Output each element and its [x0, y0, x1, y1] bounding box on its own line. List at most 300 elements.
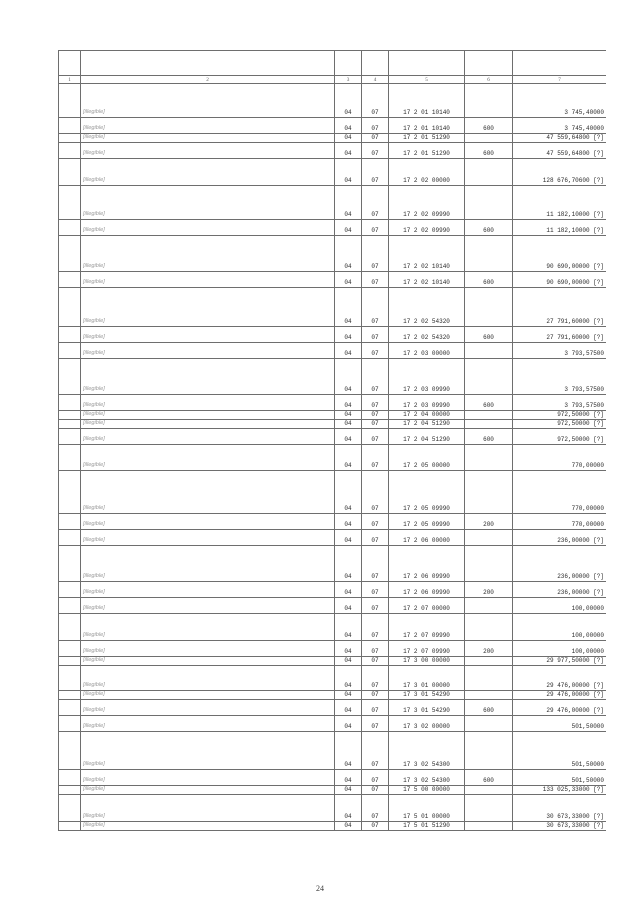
row-number-cell: [59, 159, 81, 186]
expense-type-code: [465, 546, 513, 582]
amount-cell: 3 793,57500: [513, 359, 607, 395]
expense-type-code: [465, 657, 513, 666]
amount-cell: 236,00000 [?]: [513, 530, 607, 546]
expense-type-code: 600: [465, 118, 513, 134]
column-header: [81, 51, 335, 76]
subsection-code: 07: [362, 657, 389, 666]
section-code: 04: [335, 691, 362, 700]
table-row: [59, 288, 607, 327]
target-article-code: 17 2 05 09990: [389, 471, 465, 514]
table-row: [59, 327, 607, 343]
amount-cell: 11 182,10000 [?]: [513, 220, 607, 236]
amount-cell: 770,00000: [513, 514, 607, 530]
section-code: 04: [335, 666, 362, 691]
target-article-code: 17 2 03 09990: [389, 395, 465, 411]
amount-cell: 27 791,60000 [?]: [513, 327, 607, 343]
subsection-code: 07: [362, 471, 389, 514]
row-number-cell: [59, 666, 81, 691]
table-row: [59, 159, 607, 186]
subsection-code: 07: [362, 445, 389, 471]
row-number-cell: [59, 716, 81, 732]
row-description: [illegible]: [81, 716, 335, 732]
row-number-cell: [59, 657, 81, 666]
amount-cell: 29 476,00000 [?]: [513, 691, 607, 700]
section-code: 04: [335, 530, 362, 546]
amount-cell: 501,50000: [513, 716, 607, 732]
row-number-cell: [59, 700, 81, 716]
row-description: [illegible]: [81, 598, 335, 614]
row-description: [illegible]: [81, 514, 335, 530]
section-code: 04: [335, 641, 362, 657]
table-row: [59, 614, 607, 641]
column-header: [513, 51, 607, 76]
section-code: 04: [335, 786, 362, 795]
row-description: [illegible]: [81, 84, 335, 118]
subsection-code: 07: [362, 795, 389, 822]
row-description: [illegible]: [81, 288, 335, 327]
section-code: 04: [335, 84, 362, 118]
amount-cell: 29 476,00000 [?]: [513, 700, 607, 716]
row-number-cell: [59, 411, 81, 420]
table-row: [59, 343, 607, 359]
table-row: [59, 641, 607, 657]
expense-type-code: [465, 159, 513, 186]
expense-type-code: [465, 822, 513, 831]
section-code: 04: [335, 546, 362, 582]
expense-type-code: [465, 420, 513, 429]
table-row: [59, 770, 607, 786]
row-description: [illegible]: [81, 134, 335, 143]
row-number-cell: [59, 134, 81, 143]
row-description: [illegible]: [81, 186, 335, 220]
subsection-code: 07: [362, 700, 389, 716]
row-number-cell: [59, 445, 81, 471]
table-row: [59, 795, 607, 822]
table-row: [59, 716, 607, 732]
amount-cell: 100,00000: [513, 598, 607, 614]
row-description: [illegible]: [81, 272, 335, 288]
section-code: 04: [335, 822, 362, 831]
section-code: 04: [335, 359, 362, 395]
row-description: [illegible]: [81, 220, 335, 236]
amount-cell: 972,50000 [?]: [513, 411, 607, 420]
target-article-code: 17 3 02 54300: [389, 732, 465, 770]
section-code: 04: [335, 236, 362, 272]
subsection-code: 07: [362, 220, 389, 236]
section-code: 04: [335, 395, 362, 411]
row-number-cell: [59, 84, 81, 118]
amount-cell: 972,50000 [?]: [513, 429, 607, 445]
table-row: [59, 732, 607, 770]
amount-cell: 128 676,70600 [?]: [513, 159, 607, 186]
subsection-code: 07: [362, 84, 389, 118]
table-row: [59, 186, 607, 220]
amount-cell: 100,00000: [513, 641, 607, 657]
row-number-cell: [59, 395, 81, 411]
row-number-cell: [59, 786, 81, 795]
row-number-cell: [59, 143, 81, 159]
subsection-code: 07: [362, 395, 389, 411]
subsection-code: 07: [362, 343, 389, 359]
target-article-code: 17 2 03 00000: [389, 343, 465, 359]
subsection-code: 07: [362, 186, 389, 220]
expense-type-code: [465, 288, 513, 327]
column-number: 2: [81, 76, 335, 84]
target-article-code: 17 2 02 54320: [389, 327, 465, 343]
column-number: 1: [59, 76, 81, 84]
subsection-code: 07: [362, 327, 389, 343]
subsection-code: 07: [362, 134, 389, 143]
amount-cell: 3 745,40000: [513, 118, 607, 134]
section-code: 04: [335, 411, 362, 420]
row-description: [illegible]: [81, 143, 335, 159]
table-row: [59, 666, 607, 691]
row-number-cell: [59, 359, 81, 395]
table-row: [59, 657, 607, 666]
section-code: 04: [335, 582, 362, 598]
document-sheet: [58, 50, 606, 858]
table-header-row: [59, 51, 607, 76]
expense-type-code: 600: [465, 220, 513, 236]
amount-cell: 3 793,57500: [513, 343, 607, 359]
budget-table: [58, 50, 606, 831]
section-code: 04: [335, 657, 362, 666]
section-code: 04: [335, 186, 362, 220]
table-row: [59, 530, 607, 546]
row-description: [illegible]: [81, 343, 335, 359]
amount-cell: 501,50000: [513, 732, 607, 770]
subsection-code: 07: [362, 822, 389, 831]
column-number: 3: [335, 76, 362, 84]
row-description: [illegible]: [81, 546, 335, 582]
row-description: [illegible]: [81, 732, 335, 770]
subsection-code: 07: [362, 159, 389, 186]
row-description: [illegible]: [81, 657, 335, 666]
row-description: [illegible]: [81, 700, 335, 716]
row-description: [illegible]: [81, 327, 335, 343]
target-article-code: 17 5 01 00000: [389, 795, 465, 822]
table-body: [59, 84, 607, 831]
row-description: [illegible]: [81, 429, 335, 445]
table-row: [59, 359, 607, 395]
target-article-code: 17 2 06 09990: [389, 546, 465, 582]
row-number-cell: [59, 327, 81, 343]
subsection-code: 07: [362, 514, 389, 530]
column-header: [59, 51, 81, 76]
row-description: [illegible]: [81, 445, 335, 471]
row-number-cell: [59, 118, 81, 134]
row-number-cell: [59, 429, 81, 445]
table-row: [59, 236, 607, 272]
row-number-cell: [59, 691, 81, 700]
table-row: [59, 471, 607, 514]
row-number-cell: [59, 420, 81, 429]
target-article-code: 17 2 02 00000: [389, 159, 465, 186]
amount-cell: 27 791,60000 [?]: [513, 288, 607, 327]
subsection-code: 07: [362, 582, 389, 598]
subsection-code: 07: [362, 288, 389, 327]
row-number-cell: [59, 220, 81, 236]
row-description: [illegible]: [81, 614, 335, 641]
table-row: [59, 700, 607, 716]
target-article-code: 17 2 03 09990: [389, 359, 465, 395]
table-row: [59, 395, 607, 411]
amount-cell: 47 559,64800 [?]: [513, 134, 607, 143]
row-description: [illegible]: [81, 822, 335, 831]
section-code: 04: [335, 471, 362, 514]
amount-cell: 236,00000 [?]: [513, 582, 607, 598]
expense-type-code: [465, 471, 513, 514]
row-description: [illegible]: [81, 795, 335, 822]
row-number-cell: [59, 514, 81, 530]
column-header: [389, 51, 465, 76]
expense-type-code: 200: [465, 641, 513, 657]
section-code: 04: [335, 795, 362, 822]
table-row: [59, 84, 607, 118]
row-description: [illegible]: [81, 471, 335, 514]
section-code: 04: [335, 429, 362, 445]
row-number-cell: [59, 186, 81, 220]
amount-cell: 47 559,64800 [?]: [513, 143, 607, 159]
section-code: 04: [335, 716, 362, 732]
row-number-cell: [59, 598, 81, 614]
row-number-cell: [59, 795, 81, 822]
table-row: [59, 420, 607, 429]
table-row: [59, 514, 607, 530]
amount-cell: 972,50000 [?]: [513, 420, 607, 429]
table-row: [59, 134, 607, 143]
section-code: 04: [335, 272, 362, 288]
amount-cell: 11 182,10000 [?]: [513, 186, 607, 220]
column-number-row: [59, 76, 607, 84]
expense-type-code: [465, 445, 513, 471]
expense-type-code: 600: [465, 770, 513, 786]
target-article-code: 17 3 01 54290: [389, 700, 465, 716]
expense-type-code: [465, 236, 513, 272]
target-article-code: 17 3 02 00000: [389, 716, 465, 732]
expense-type-code: [465, 795, 513, 822]
section-code: 04: [335, 343, 362, 359]
expense-type-code: 200: [465, 582, 513, 598]
amount-cell: 29 476,00000 [?]: [513, 666, 607, 691]
row-description: [illegible]: [81, 530, 335, 546]
row-description: [illegible]: [81, 770, 335, 786]
subsection-code: 07: [362, 143, 389, 159]
expense-type-code: 600: [465, 700, 513, 716]
table-row: [59, 445, 607, 471]
column-header: [335, 51, 362, 76]
row-number-cell: [59, 288, 81, 327]
expense-type-code: [465, 343, 513, 359]
subsection-code: 07: [362, 420, 389, 429]
subsection-code: 07: [362, 732, 389, 770]
row-description: [illegible]: [81, 582, 335, 598]
expense-type-code: 200: [465, 514, 513, 530]
expense-type-code: [465, 359, 513, 395]
section-code: 04: [335, 614, 362, 641]
amount-cell: 30 673,33000 [?]: [513, 822, 607, 831]
subsection-code: 07: [362, 118, 389, 134]
row-number-cell: [59, 770, 81, 786]
target-article-code: 17 2 05 09990: [389, 514, 465, 530]
amount-cell: 770,00000: [513, 471, 607, 514]
table-row: [59, 691, 607, 700]
column-number: 4: [362, 76, 389, 84]
row-description: [illegible]: [81, 641, 335, 657]
subsection-code: 07: [362, 546, 389, 582]
target-article-code: 17 2 04 00000: [389, 411, 465, 420]
target-article-code: 17 2 02 10140: [389, 272, 465, 288]
amount-cell: 90 690,00000 [?]: [513, 236, 607, 272]
section-code: 04: [335, 514, 362, 530]
column-header: [362, 51, 389, 76]
target-article-code: 17 2 01 51290: [389, 143, 465, 159]
amount-cell: 133 025,33000 [?]: [513, 786, 607, 795]
row-number-cell: [59, 582, 81, 598]
subsection-code: 07: [362, 530, 389, 546]
page-number: 24: [316, 884, 324, 893]
amount-cell: 30 673,33000 [?]: [513, 795, 607, 822]
amount-cell: 90 690,00000 [?]: [513, 272, 607, 288]
target-article-code: 17 5 00 00000: [389, 786, 465, 795]
row-description: [illegible]: [81, 666, 335, 691]
table-row: [59, 220, 607, 236]
section-code: 04: [335, 700, 362, 716]
column-number: 7: [513, 76, 607, 84]
row-number-cell: [59, 272, 81, 288]
target-article-code: 17 2 01 51290: [389, 134, 465, 143]
subsection-code: 07: [362, 691, 389, 700]
target-article-code: 17 3 01 54290: [389, 691, 465, 700]
expense-type-code: [465, 598, 513, 614]
expense-type-code: [465, 186, 513, 220]
target-article-code: 17 2 01 10140: [389, 118, 465, 134]
row-description: [illegible]: [81, 118, 335, 134]
target-article-code: 17 2 02 09990: [389, 186, 465, 220]
amount-cell: 29 977,50000 [?]: [513, 657, 607, 666]
row-description: [illegible]: [81, 420, 335, 429]
target-article-code: 17 5 01 51290: [389, 822, 465, 831]
row-description: [illegible]: [81, 395, 335, 411]
row-number-cell: [59, 822, 81, 831]
subsection-code: 07: [362, 272, 389, 288]
target-article-code: 17 3 02 54300: [389, 770, 465, 786]
section-code: 04: [335, 327, 362, 343]
row-number-cell: [59, 546, 81, 582]
table-row: [59, 546, 607, 582]
expense-type-code: 600: [465, 429, 513, 445]
amount-cell: 3 793,57500: [513, 395, 607, 411]
table-row: [59, 429, 607, 445]
target-article-code: 17 2 06 09990: [389, 582, 465, 598]
row-description: [illegible]: [81, 359, 335, 395]
section-code: 04: [335, 445, 362, 471]
section-code: 04: [335, 420, 362, 429]
row-description: [illegible]: [81, 786, 335, 795]
expense-type-code: [465, 530, 513, 546]
target-article-code: 17 2 02 54320: [389, 288, 465, 327]
target-article-code: 17 2 04 51290: [389, 429, 465, 445]
table-row: [59, 822, 607, 831]
table-row: [59, 118, 607, 134]
section-code: 04: [335, 118, 362, 134]
target-article-code: 17 2 06 00000: [389, 530, 465, 546]
expense-type-code: [465, 716, 513, 732]
row-number-cell: [59, 236, 81, 272]
column-header: [465, 51, 513, 76]
section-code: 04: [335, 288, 362, 327]
row-number-cell: [59, 343, 81, 359]
row-description: [illegible]: [81, 411, 335, 420]
section-code: 04: [335, 143, 362, 159]
expense-type-code: [465, 134, 513, 143]
section-code: 04: [335, 220, 362, 236]
expense-type-code: [465, 786, 513, 795]
target-article-code: 17 3 01 00000: [389, 666, 465, 691]
amount-cell: 3 745,40000: [513, 84, 607, 118]
expense-type-code: [465, 691, 513, 700]
subsection-code: 07: [362, 770, 389, 786]
row-number-cell: [59, 641, 81, 657]
subsection-code: 07: [362, 716, 389, 732]
amount-cell: 236,00000 [?]: [513, 546, 607, 582]
section-code: 04: [335, 598, 362, 614]
column-number: 5: [389, 76, 465, 84]
expense-type-code: [465, 614, 513, 641]
row-number-cell: [59, 732, 81, 770]
subsection-code: 07: [362, 598, 389, 614]
section-code: 04: [335, 159, 362, 186]
row-description: [illegible]: [81, 236, 335, 272]
subsection-code: 07: [362, 359, 389, 395]
subsection-code: 07: [362, 236, 389, 272]
expense-type-code: [465, 732, 513, 770]
column-number: 6: [465, 76, 513, 84]
row-description: [illegible]: [81, 691, 335, 700]
row-description: [illegible]: [81, 159, 335, 186]
subsection-code: 07: [362, 641, 389, 657]
section-code: 04: [335, 134, 362, 143]
expense-type-code: 600: [465, 395, 513, 411]
section-code: 04: [335, 770, 362, 786]
target-article-code: 17 2 07 09990: [389, 614, 465, 641]
amount-cell: 501,50000: [513, 770, 607, 786]
target-article-code: 17 2 07 00000: [389, 598, 465, 614]
subsection-code: 07: [362, 411, 389, 420]
row-number-cell: [59, 614, 81, 641]
target-article-code: 17 2 05 00000: [389, 445, 465, 471]
target-article-code: 17 2 01 10140: [389, 84, 465, 118]
table-row: [59, 598, 607, 614]
expense-type-code: [465, 666, 513, 691]
subsection-code: 07: [362, 786, 389, 795]
section-code: 04: [335, 732, 362, 770]
table-row: [59, 411, 607, 420]
expense-type-code: 600: [465, 272, 513, 288]
amount-cell: 770,00000: [513, 445, 607, 471]
target-article-code: 17 2 04 51290: [389, 420, 465, 429]
row-number-cell: [59, 471, 81, 514]
target-article-code: 17 2 02 09990: [389, 220, 465, 236]
expense-type-code: 600: [465, 143, 513, 159]
subsection-code: 07: [362, 666, 389, 691]
subsection-code: 07: [362, 614, 389, 641]
target-article-code: 17 3 00 00000: [389, 657, 465, 666]
table-row: [59, 143, 607, 159]
target-article-code: 17 2 02 10140: [389, 236, 465, 272]
table-row: [59, 272, 607, 288]
target-article-code: 17 2 07 09990: [389, 641, 465, 657]
